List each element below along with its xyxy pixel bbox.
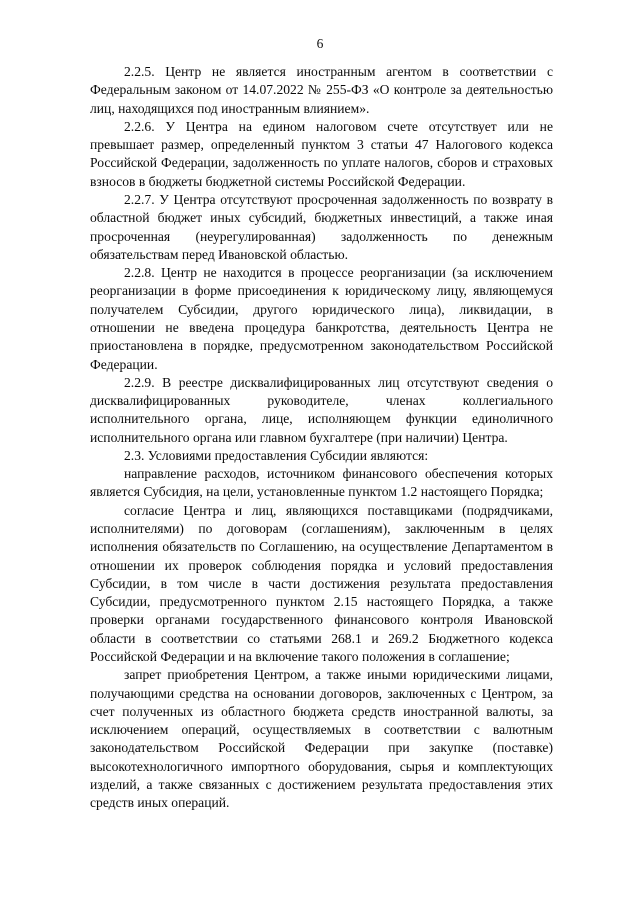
- page-number: 6: [316, 36, 324, 51]
- paragraph-2-2-6: 2.2.6. У Центра на едином налоговом счете отсутствует или не превышает размер, определенный пунктом 3 статьи 47 Налогового кодекса Российской Федерации, задолженность по уплате налогов, сборов и страховых взносов в бюджеты бюджетной системы Российской Федерации.: [90, 118, 553, 189]
- paragraph-2-2-8: 2.2.8. Центр не находится в процессе реорганизации (за исключением реорганизации в форме присоединения к юридическому лицу, являющемуся получателем Субсидии, другого юридического лица), ликвидации, в отношении не введена процедура банкротства, деятельность Центра не приостановлена в порядке, предусмотренном законодательством Российской Федерации.: [90, 265, 553, 372]
- paragraph-2-3-item-3: запрет приобретения Центром, а также иными юридическими лицами, получающими средства на основании договоров, заключенных с Центром, за счет полученных из областного бюджета средств иностранной валюты, за исключением операций, осуществляемых в соответствии с валютным законодательством Российской Федерации при закупке (поставке) высокотехнологичного импортного оборудования, сырья и комплектующих изделий, а также связанных с достижением результата предоставления этих средств иных операций.: [90, 667, 553, 811]
- paragraph-2-2-7: 2.2.7. У Центра отсутствуют просроченная задолженность по возврату в областной бюджет иных субсидий, бюджетных инвестиций, а также иная просроченная (неурегулированная) задолженность по денежным обязательствам перед Ивановской областью.: [90, 191, 553, 262]
- paragraph-2-3-item-1: направление расходов, источником финансового обеспечения которых является Субсидия, на цели, установленные пунктом 1.2 настоящего Порядка;: [90, 466, 553, 500]
- paragraph-2-2-9: 2.2.9. В реестре дисквалифицированных лиц отсутствуют сведения о дисквалифицированных руководителе, членах коллегиального исполнительного органа, лице, исполняющем функции единоличного исполнительного органа или главном бухгалтере (при наличии) Центра.: [90, 374, 553, 445]
- paragraph-2-3: 2.3. Условиями предоставления Субсидии являются:: [124, 447, 429, 463]
- paragraph-2-3-item-2: согласие Центра и лиц, являющихся поставщиками (подрядчиками, исполнителями) по договорам (соглашениям), заключенным в целях исполнения обязательств по Соглашению, на осуществление Департаментом в отношении их проверок соблюдения порядка и условий предоставления Субсидии, в том числе в части достижения результата предоставления Субсидии, предусмотренного пунктом 2.15 настоящего Порядка, а также проверки органами государственного финансового контроля Ивановской области в соответствии со статьями 268.1 и 269.2 Бюджетного кодекса Российской Федерации и на включение такого положения в соглашение;: [90, 502, 553, 664]
- document-body: [90, 63, 553, 813]
- paragraph-2-2-5: 2.2.5. Центр не является иностранным агентом в соответствии с Федеральным законом от 14.07.2022 № 255-ФЗ «О контроле за деятельностью лиц, находящихся под иностранным влиянием».: [90, 64, 553, 116]
